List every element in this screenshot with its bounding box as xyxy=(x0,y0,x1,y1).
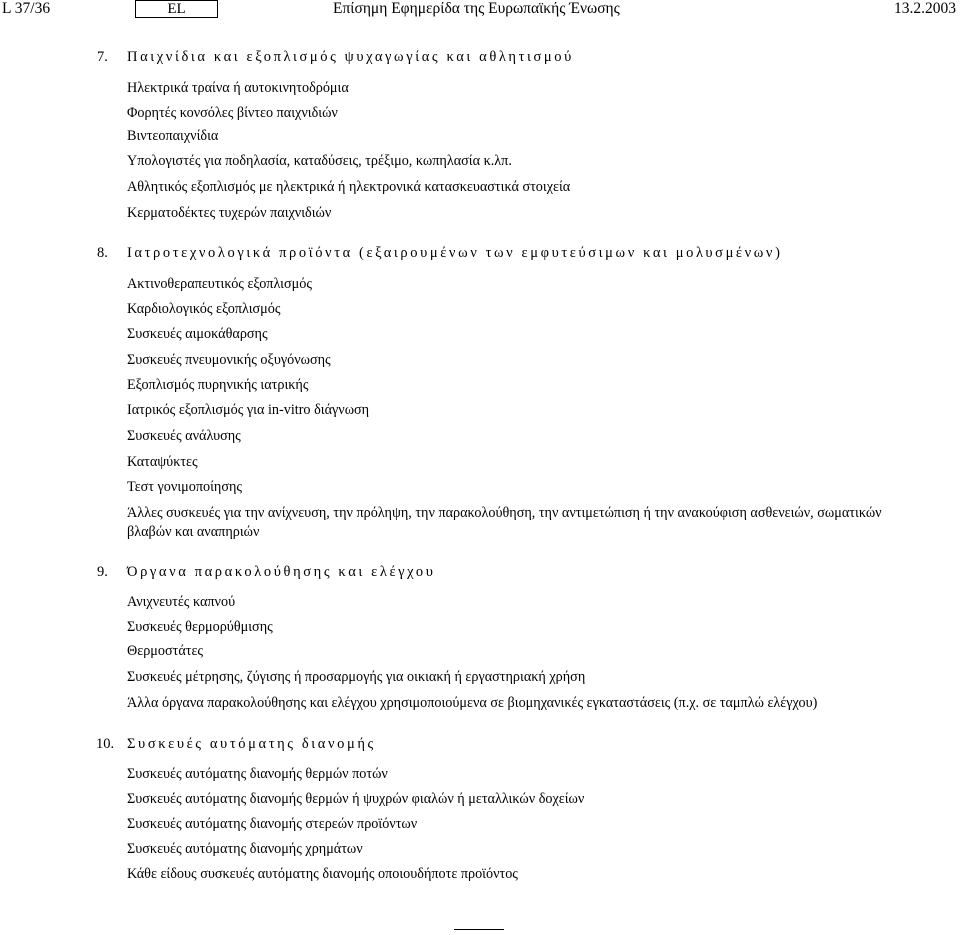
list-item: Άλλες συσκευές για την ανίχνευση, την πρόληψη, την παρακολούθηση, την αντιμετώπιση ή την ανακούφιση ασθενειών, σωματικών βλαβών και αναπηριών xyxy=(127,505,882,540)
list-item: Βιντεοπαιχνίδια xyxy=(127,128,219,144)
list-item: Υπολογιστές για ποδηλασία, καταδύσεις, τρέξιμο, κωπηλασία κ.λπ. xyxy=(127,153,512,169)
section-number: 8. xyxy=(97,245,108,261)
section-title: Όργανα παρακολούθησης και ελέγχου xyxy=(127,564,436,580)
list-item: Συσκευές αυτόματης διανομής στερεών προϊόντων xyxy=(127,816,418,832)
list-item: Ακτινοθεραπευτικός εξοπλισμός xyxy=(127,276,312,292)
section-title: Παιχνίδια και εξοπλισμός ψυχαγωγίας και αθλητισμού xyxy=(127,49,574,65)
section-title: Συσκευές αυτόματης διανομής xyxy=(127,736,376,752)
list-item: Συσκευές ανάλυσης xyxy=(127,428,241,444)
language-code-box: EL xyxy=(135,0,218,18)
list-item: Συσκευές μέτρησης, ζύγισης ή προσαρμογής για οικιακή ή εργαστηριακή χρήση xyxy=(127,669,586,685)
list-item: Συσκευές αιμοκάθαρσης xyxy=(127,326,268,342)
footer-divider xyxy=(454,929,504,930)
list-item: Καταψύκτες xyxy=(127,454,198,470)
list-item: Κάθε είδους συσκευές αυτόματης διανομής οποιουδήποτε προϊόντος xyxy=(127,866,518,882)
section-title: Ιατροτεχνολογικά προϊόντα (εξαιρουμένων των εμφυτεύσιμων και μολυσμένων) xyxy=(127,245,783,261)
page-reference: L 37/36 xyxy=(2,0,51,17)
section-number: 9. xyxy=(97,564,108,580)
page-header xyxy=(0,0,960,26)
list-item: Καρδιολογικός εξοπλισμός xyxy=(127,301,281,317)
list-item: Συσκευές αυτόματης διανομής θερμών ή ψυχρών φιαλών ή μεταλλικών δοχείων xyxy=(127,791,585,807)
list-item: Συσκευές πνευμονικής οξυγόνωσης xyxy=(127,352,331,368)
list-item: Φορητές κονσόλες βίντεο παιχνιδιών xyxy=(127,105,338,121)
list-item: Αθλητικός εξοπλισμός με ηλεκτρικά ή ηλεκτρονικά κατασκευαστικά στοιχεία xyxy=(127,179,571,195)
list-item: Ιατρικός εξοπλισμός για in-vitro διάγνωση xyxy=(127,402,370,418)
list-item: Ανιχνευτές καπνού xyxy=(127,594,236,610)
list-item: Συσκευές θερμορύθμισης xyxy=(127,619,273,635)
list-item: Εξοπλισμός πυρηνικής ιατρικής xyxy=(127,377,309,393)
publication-date: 13.2.2003 xyxy=(894,0,956,17)
journal-title: Επίσημη Εφημερίδα της Ευρωπαϊκής Ένωσης xyxy=(333,0,620,17)
list-item: Άλλα όργανα παρακολούθησης και ελέγχου χρησιμοποιούμενα σε βιομηχανικές εγκαταστάσεις (π.χ. σε ταμπλώ ελέγχου) xyxy=(127,695,818,711)
list-item: Τεστ γονιμοποίησης xyxy=(127,479,243,495)
list-item: Θερμοστάτες xyxy=(127,643,204,659)
list-item: Ηλεκτρικά τραίνα ή αυτοκινητοδρόμια xyxy=(127,80,349,96)
list-item: Συσκευές αυτόματης διανομής χρημάτων xyxy=(127,841,363,857)
section-number: 7. xyxy=(97,49,108,65)
list-item: Συσκευές αυτόματης διανομής θερμών ποτών xyxy=(127,766,388,782)
section-number: 10. xyxy=(96,736,115,752)
list-item: Κερματοδέκτες τυχερών παιχνιδιών xyxy=(127,205,332,221)
